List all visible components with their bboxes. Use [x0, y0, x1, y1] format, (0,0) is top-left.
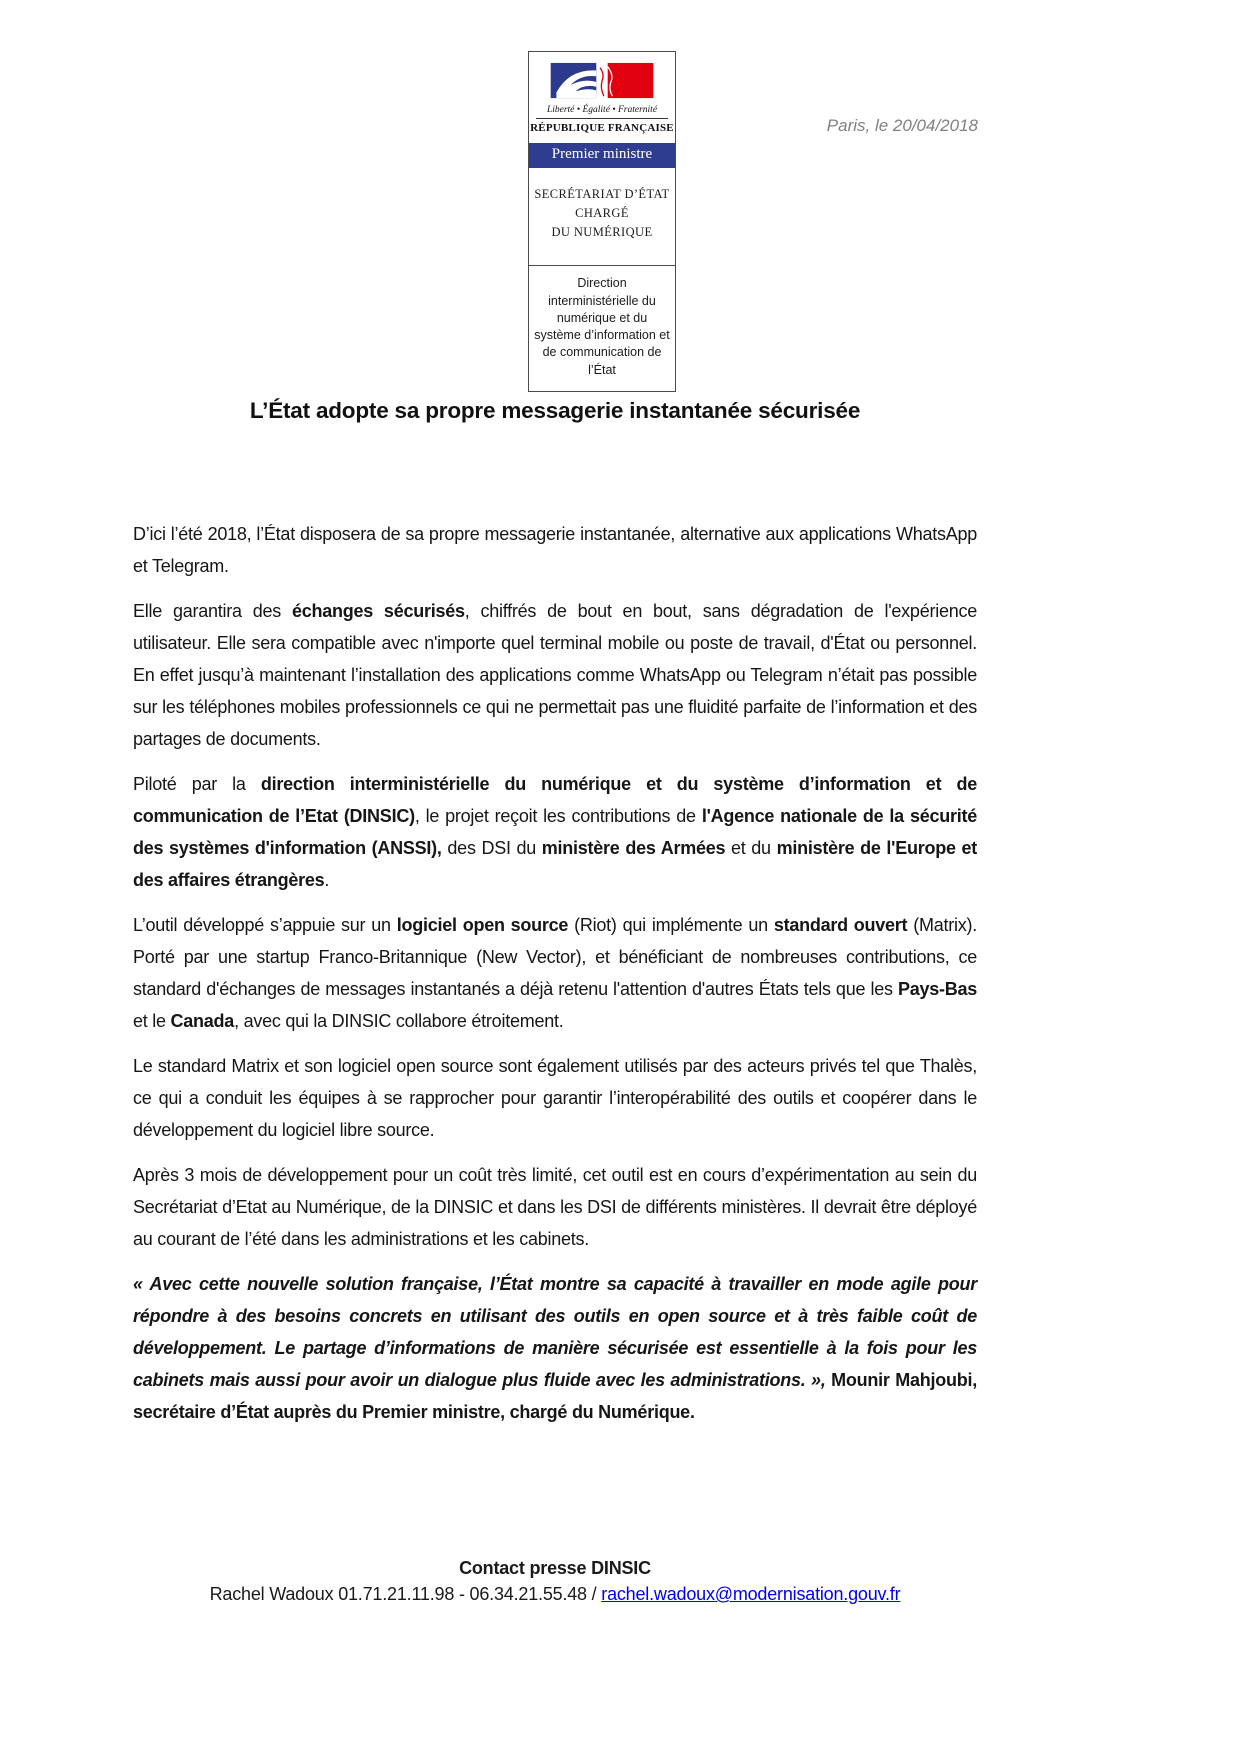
text-run: Après 3 mois de développement pour un coût très limité, cet outil est en cours d’expérimentation au sein du Secrétariat d’Etat au Numérique, de la DINSIC et dans les DSI de différents ministères. Il devrait être déployé au courant de l’été dans les administrations et les cabinets.	[133, 1165, 977, 1249]
text-run: (Matrix). Porté par une startup Franco-Britannique (New Vector), et bénéficiant de nombreuses contributions, ce standard d'échanges de messages instantanés a déjà retenu l'attention d'autres États tels que les	[133, 915, 977, 999]
text-run: « Avec cette nouvelle solution française, l’État montre sa capacité à travailler en mode agile pour répondre à des besoins concrets en utilisant des outils en open source et à très faible coût de développement. Le partage d’informations de manière sécurisée est essentielle à la fois pour les cabinets mais aussi pour avoir un dialogue plus fluide avec les administrations. »,	[133, 1274, 977, 1390]
text-run: L’outil développé s’appuie sur un	[133, 915, 397, 935]
body-paragraphs	[133, 518, 977, 1441]
contact-title: Contact presse DINSIC	[459, 1558, 651, 1578]
text-run: Mounir Mahjoubi, secrétaire d’État auprès du Premier ministre, chargé du Numérique.	[133, 1370, 977, 1422]
logo-republic: RÉPUBLIQUE FRANÇAISE	[530, 122, 674, 134]
paragraph	[133, 1050, 977, 1146]
text-run: .	[324, 870, 330, 890]
text-run: D’ici l’été 2018, l’État disposera de sa propre messagerie instantanée, alternative aux applications WhatsApp et Telegram.	[133, 524, 977, 576]
logo-direction: Direction interministérielle du numérique et du système d’information et de communication de l’État	[534, 276, 670, 377]
logo-premier-ministre-banner: Premier ministre	[529, 143, 675, 168]
text-run: ministère des Armées	[541, 838, 726, 858]
contact-email-link[interactable]: rachel.wadoux@modernisation.gouv.fr	[601, 1584, 901, 1604]
text-run: Pays-Bas	[897, 979, 977, 999]
text-run: et du	[725, 838, 777, 858]
contact-line	[133, 1584, 977, 1605]
logo-secretariat-line: SECRÉTARIAT D’ÉTAT	[534, 187, 670, 201]
paragraph	[133, 595, 977, 755]
text-run: des DSI du	[441, 838, 542, 858]
text-run: (Riot) qui implémente un	[568, 915, 774, 935]
text-run: logiciel open source	[396, 915, 569, 935]
footer	[133, 1558, 977, 1605]
text-run: , avec qui la DINSIC collabore étroitement.	[234, 1011, 564, 1031]
paragraph	[133, 1159, 977, 1255]
logo-secretariat-line: DU NUMÉRIQUE	[551, 224, 653, 239]
text-run: direction interministérielle du numérique et du système d’information et de communication de l’Etat (DINSIC)	[133, 774, 977, 826]
text-run: Canada	[170, 1011, 235, 1031]
page-title: L’État adopte sa propre messagerie instantanée sécurisée	[249, 398, 861, 423]
text-run: et le	[133, 1011, 171, 1031]
text-run: Elle garantira des	[133, 601, 292, 621]
text-run: Piloté par la	[133, 774, 261, 794]
date-line: Paris, le 20/04/2018	[826, 116, 978, 135]
paragraph	[133, 518, 977, 582]
government-logo-block	[528, 51, 676, 392]
contact-phones: Rachel Wadoux 01.71.21.11.98 - 06.34.21.55.48 /	[209, 1584, 602, 1604]
text-run: standard ouvert	[773, 915, 908, 935]
logo-motto: Liberté • Égalité • Fraternité	[536, 105, 668, 119]
paragraph	[133, 1268, 977, 1428]
text-run: Le standard Matrix et son logiciel open source sont également utilisés par des acteurs privés tel que Thalès, ce qui a conduit les équipes à se rapprocher pour garantir l’interopérabilité des outils et coopérer dans le développement du logiciel libre source.	[133, 1056, 977, 1140]
text-run: ministère de l'Europe et des affaires étrangères	[133, 838, 977, 890]
paragraph	[133, 909, 977, 1037]
text-run: échanges sécurisés	[291, 601, 465, 621]
text-run: l'Agence nationale de la sécurité des systèmes d'information (ANSSI),	[133, 806, 977, 858]
paragraph	[133, 768, 977, 896]
marianne-flag-icon	[545, 62, 659, 100]
text-run: , chiffrés de bout en bout, sans dégradation de l'expérience utilisateur. Elle sera compatible avec n'importe quel terminal mobile ou poste de travail, d'État ou personnel. En effet jusqu’à maintenant l’installation des applications comme WhatsApp ou Telegram n’était pas possible sur les téléphones mobiles professionnels ce qui ne permettait pas une fluidité parfaite de l’information et des partages de documents.	[133, 601, 977, 749]
text-run: , le projet reçoit les contributions de	[414, 806, 702, 826]
logo-secretariat	[529, 168, 675, 266]
logo-secretariat-line: CHARGÉ	[575, 205, 629, 220]
